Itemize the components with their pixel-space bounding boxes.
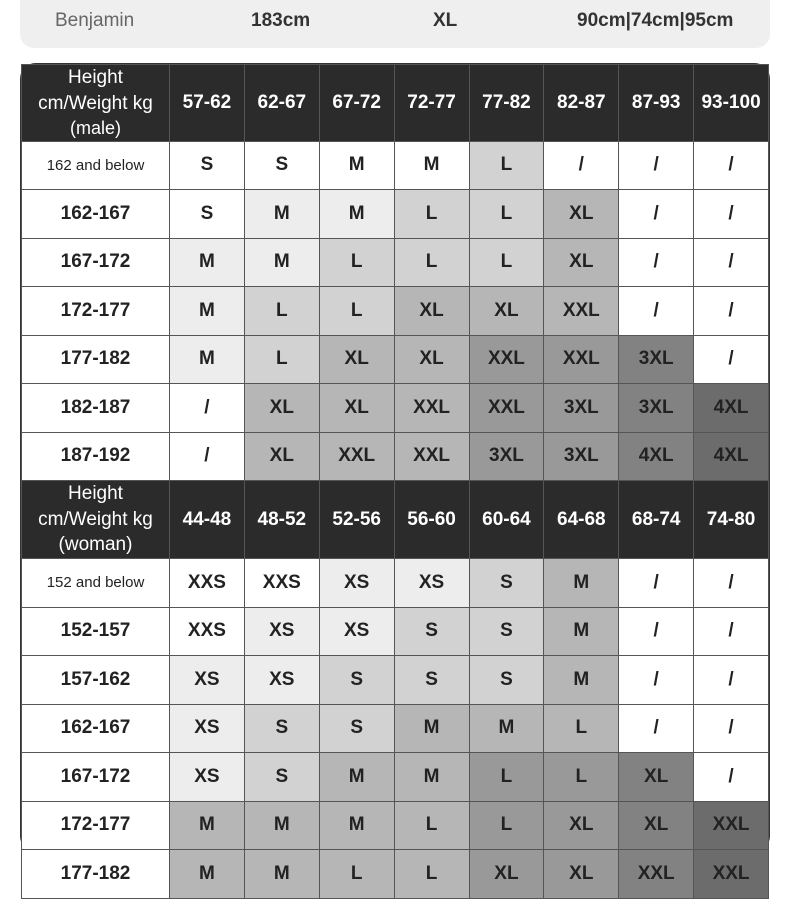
size-cell: M xyxy=(319,190,394,239)
male-header-row xyxy=(22,65,769,142)
profile-height: 183cm xyxy=(251,10,311,31)
woman-header-row xyxy=(22,481,769,559)
size-cell: / xyxy=(694,656,769,705)
size-cell: XS xyxy=(319,559,394,608)
table-row xyxy=(22,656,769,705)
woman-header-line2: (woman) xyxy=(58,534,133,556)
male-corner-header xyxy=(22,65,170,142)
size-cell: L xyxy=(394,801,469,850)
size-cell: / xyxy=(694,753,769,802)
size-cell: / xyxy=(694,287,769,336)
woman-weight-header: 52-56 xyxy=(319,481,394,559)
table-row xyxy=(22,753,769,802)
size-cell: XS xyxy=(244,607,319,656)
size-cell: XL xyxy=(544,801,619,850)
size-cell: L xyxy=(544,704,619,753)
size-cell: M xyxy=(394,753,469,802)
size-cell: S xyxy=(170,190,245,239)
table-row xyxy=(22,190,769,239)
size-chart xyxy=(20,63,770,884)
table-row xyxy=(22,801,769,850)
size-cell: / xyxy=(619,190,694,239)
table-row xyxy=(22,384,769,433)
profile-measurements: 90cm|74cm|95cm xyxy=(577,10,734,31)
male-weight-header: 87-93 xyxy=(619,65,694,142)
profile-size: XL xyxy=(433,10,458,31)
woman-weight-header: 60-64 xyxy=(469,481,544,559)
size-cell: / xyxy=(619,559,694,608)
woman-weight-header: 68-74 xyxy=(619,481,694,559)
woman-height-label: 167-172 xyxy=(22,753,170,802)
size-cell: M xyxy=(544,656,619,705)
table-row xyxy=(22,704,769,753)
size-cell: L xyxy=(469,141,544,190)
size-cell: XXS xyxy=(244,559,319,608)
size-cell: XXL xyxy=(394,432,469,481)
size-cell: / xyxy=(170,432,245,481)
table-row xyxy=(22,287,769,336)
size-cell: XXL xyxy=(544,287,619,336)
size-cell: XL xyxy=(619,753,694,802)
size-cell: / xyxy=(694,141,769,190)
size-cell: M xyxy=(544,559,619,608)
size-cell: 3XL xyxy=(469,432,544,481)
size-cell: XS xyxy=(394,559,469,608)
size-cell: / xyxy=(170,384,245,433)
size-cell: / xyxy=(544,141,619,190)
profile-card xyxy=(20,0,770,48)
size-chart-body xyxy=(22,65,769,899)
size-cell: 3XL xyxy=(544,384,619,433)
profile-name: Benjamin xyxy=(55,10,135,31)
size-cell: XL xyxy=(394,287,469,336)
size-cell: XXS xyxy=(170,559,245,608)
male-weight-header: 67-72 xyxy=(319,65,394,142)
size-cell: XL xyxy=(544,850,619,899)
size-cell: M xyxy=(544,607,619,656)
woman-height-label: 177-182 xyxy=(22,850,170,899)
size-cell: S xyxy=(469,656,544,705)
size-cell: S xyxy=(319,656,394,705)
size-cell: M xyxy=(319,141,394,190)
male-height-label: 182-187 xyxy=(22,384,170,433)
size-cell: XXS xyxy=(170,607,245,656)
size-cell: XS xyxy=(170,753,245,802)
size-cell: M xyxy=(170,238,245,287)
size-cell: 4XL xyxy=(694,432,769,481)
size-cell: XXL xyxy=(694,850,769,899)
table-row xyxy=(22,238,769,287)
size-cell: / xyxy=(619,287,694,336)
size-cell: XL xyxy=(469,287,544,336)
size-cell: XXL xyxy=(394,384,469,433)
woman-height-label: 172-177 xyxy=(22,801,170,850)
male-height-label: 162 and below xyxy=(22,141,170,190)
size-cell: M xyxy=(394,141,469,190)
size-cell: L xyxy=(394,190,469,239)
male-height-label: 172-177 xyxy=(22,287,170,336)
size-chart-table xyxy=(21,64,769,899)
size-cell: M xyxy=(394,704,469,753)
size-cell: L xyxy=(469,801,544,850)
size-cell: L xyxy=(394,850,469,899)
size-cell: S xyxy=(469,607,544,656)
male-header-line2: (male) xyxy=(69,118,121,139)
size-cell: L xyxy=(469,753,544,802)
size-cell: 3XL xyxy=(619,335,694,384)
size-cell: XS xyxy=(170,704,245,753)
woman-weight-header: 48-52 xyxy=(244,481,319,559)
size-cell: M xyxy=(170,801,245,850)
size-cell: M xyxy=(244,850,319,899)
size-cell: XXL xyxy=(544,335,619,384)
woman-height-label: 152-157 xyxy=(22,607,170,656)
male-weight-header: 72-77 xyxy=(394,65,469,142)
size-cell: M xyxy=(170,287,245,336)
size-cell: / xyxy=(694,190,769,239)
size-cell: S xyxy=(469,559,544,608)
size-cell: L xyxy=(244,287,319,336)
table-row xyxy=(22,141,769,190)
size-cell: S xyxy=(394,607,469,656)
size-cell: XL xyxy=(469,850,544,899)
male-weight-header: 77-82 xyxy=(469,65,544,142)
male-height-label: 167-172 xyxy=(22,238,170,287)
size-cell: L xyxy=(319,238,394,287)
size-cell: L xyxy=(469,190,544,239)
size-cell: / xyxy=(694,238,769,287)
woman-weight-header: 56-60 xyxy=(394,481,469,559)
size-cell: XS xyxy=(319,607,394,656)
male-height-label: 177-182 xyxy=(22,335,170,384)
size-cell: S xyxy=(394,656,469,705)
woman-corner-header xyxy=(22,481,170,559)
size-cell: S xyxy=(244,704,319,753)
size-cell: / xyxy=(694,607,769,656)
size-cell: XL xyxy=(244,432,319,481)
male-height-label: 162-167 xyxy=(22,190,170,239)
table-row xyxy=(22,335,769,384)
size-cell: M xyxy=(319,801,394,850)
male-weight-header: 93-100 xyxy=(694,65,769,142)
woman-weight-header: 74-80 xyxy=(694,481,769,559)
size-cell: / xyxy=(694,559,769,608)
size-cell: XL xyxy=(394,335,469,384)
size-cell: M xyxy=(319,753,394,802)
size-cell: S xyxy=(244,141,319,190)
size-cell: / xyxy=(694,335,769,384)
size-cell: 3XL xyxy=(619,384,694,433)
size-cell: / xyxy=(619,238,694,287)
size-cell: XS xyxy=(244,656,319,705)
woman-weight-header: 64-68 xyxy=(544,481,619,559)
size-cell: / xyxy=(619,607,694,656)
size-cell: XL xyxy=(619,801,694,850)
woman-height-label: 152 and below xyxy=(22,559,170,608)
size-cell: M xyxy=(469,704,544,753)
male-weight-header: 82-87 xyxy=(544,65,619,142)
male-weight-header: 57-62 xyxy=(170,65,245,142)
size-cell: M xyxy=(170,335,245,384)
size-cell: S xyxy=(170,141,245,190)
woman-header-line1: Height cm/Weight kg xyxy=(38,483,153,530)
size-cell: / xyxy=(619,704,694,753)
size-cell: L xyxy=(544,753,619,802)
size-cell: M xyxy=(244,801,319,850)
size-cell: L xyxy=(319,287,394,336)
male-weight-header: 62-67 xyxy=(244,65,319,142)
size-cell: XXL xyxy=(469,335,544,384)
size-cell: XL xyxy=(244,384,319,433)
male-header-line1: Height cm/Weight kg xyxy=(38,67,153,114)
woman-height-label: 157-162 xyxy=(22,656,170,705)
size-cell: / xyxy=(619,141,694,190)
size-cell: / xyxy=(619,656,694,705)
size-cell: XL xyxy=(544,238,619,287)
size-cell: XL xyxy=(319,384,394,433)
size-cell: XXL xyxy=(694,801,769,850)
size-cell: M xyxy=(170,850,245,899)
woman-weight-header: 44-48 xyxy=(170,481,245,559)
size-cell: XXL xyxy=(619,850,694,899)
size-cell: M xyxy=(244,238,319,287)
size-cell: 4XL xyxy=(619,432,694,481)
size-cell: 4XL xyxy=(694,384,769,433)
table-row xyxy=(22,559,769,608)
size-cell: XL xyxy=(319,335,394,384)
size-cell: XL xyxy=(544,190,619,239)
size-cell: XXL xyxy=(469,384,544,433)
size-cell: / xyxy=(694,704,769,753)
table-row xyxy=(22,432,769,481)
woman-height-label: 162-167 xyxy=(22,704,170,753)
table-row xyxy=(22,850,769,899)
size-cell: L xyxy=(469,238,544,287)
male-height-label: 187-192 xyxy=(22,432,170,481)
size-cell: M xyxy=(244,190,319,239)
table-row xyxy=(22,607,769,656)
size-cell: L xyxy=(394,238,469,287)
size-cell: L xyxy=(244,335,319,384)
size-cell: XXL xyxy=(319,432,394,481)
size-cell: 3XL xyxy=(544,432,619,481)
size-cell: XS xyxy=(170,656,245,705)
size-cell: S xyxy=(244,753,319,802)
size-cell: L xyxy=(319,850,394,899)
size-cell: S xyxy=(319,704,394,753)
